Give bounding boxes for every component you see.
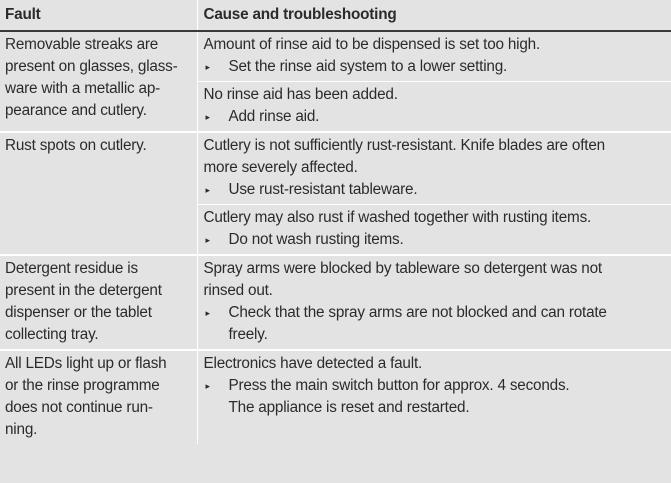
fault-text <box>5 133 193 160</box>
remedy-action <box>204 302 666 324</box>
fault-line: Rust spots on cutlery. <box>5 137 147 154</box>
cause-cell <box>197 255 671 350</box>
bullet-arrow-icon: ▸ <box>205 308 210 318</box>
fault-line: does not continue run- <box>5 399 153 416</box>
cause-line: more severely affected. <box>203 159 358 176</box>
remedy-action <box>204 179 666 201</box>
fault-line: Removable streaks are <box>5 36 159 53</box>
cause-line: rinsed out. <box>203 282 273 299</box>
fault-cell <box>0 350 197 444</box>
cause-cell <box>197 132 671 255</box>
cause-block <box>198 204 671 254</box>
fault-line: All LEDs light up or flash <box>5 355 167 372</box>
table-row <box>0 255 671 350</box>
table-header-row <box>0 0 671 31</box>
remedy-text: freely. <box>228 326 268 343</box>
cause-block <box>198 81 671 131</box>
cause-line: Cutlery may also rust if washed together with rusting items. <box>203 209 592 226</box>
fault-line: ware with a metallic ap- <box>5 80 161 97</box>
fault-cell <box>0 255 197 350</box>
fault-text <box>5 32 193 125</box>
remedy-text: Check that the spray arms are not blocked and can rotate <box>228 304 607 321</box>
cause-line: Amount of rinse aid to be dispensed is set too high. <box>203 36 541 53</box>
cause-block <box>198 32 671 81</box>
fault-line: present in the detergent <box>5 282 162 299</box>
header-cause: Cause and troubleshooting <box>197 0 671 31</box>
header-fault: Fault <box>0 0 197 31</box>
bullet-arrow-icon: ▸ <box>205 185 210 195</box>
cause-block <box>198 351 671 422</box>
remedy-text: The appliance is reset and restarted. <box>228 399 470 416</box>
cause-cell <box>197 31 671 132</box>
bullet-arrow-icon: ▸ <box>205 235 210 245</box>
fault-cell <box>0 31 197 132</box>
remedy-text: Use rust-resistant tableware. <box>228 181 418 198</box>
cause-line: Spray arms were blocked by tableware so detergent was not <box>203 260 602 277</box>
cause-block <box>198 256 671 349</box>
remedy-text: Add rinse aid. <box>228 108 320 125</box>
remedy-text: Set the rinse aid system to a lower setting. <box>228 58 508 75</box>
fault-line: dispenser or the tablet <box>5 304 152 321</box>
fault-text <box>5 256 193 349</box>
fault-cell <box>0 132 197 255</box>
bullet-arrow-icon: ▸ <box>205 112 210 122</box>
table-row <box>0 132 671 255</box>
bullet-arrow-icon: ▸ <box>205 62 210 72</box>
table-body <box>0 31 671 444</box>
cause-line: Electronics have detected a fault. <box>203 355 423 372</box>
table-row <box>0 350 671 444</box>
fault-line: pearance and cutlery. <box>5 102 147 119</box>
fault-line: present on glasses, glass- <box>5 58 178 75</box>
fault-line: Detergent residue is <box>5 260 138 277</box>
remedy-text: Press the main switch button for approx. 4 seconds. <box>228 377 570 394</box>
remedy-action <box>204 56 666 78</box>
fault-text <box>5 351 193 444</box>
table-row <box>0 31 671 132</box>
fault-line: collecting tray. <box>5 326 99 343</box>
cause-cell <box>197 350 671 444</box>
remedy-action <box>204 229 666 251</box>
fault-line: ning. <box>5 421 38 438</box>
cause-line: Cutlery is not sufficiently rust-resistant. Knife blades are often <box>203 137 605 154</box>
remedy-action <box>204 106 666 128</box>
remedy-text: Do not wash rusting items. <box>228 231 404 248</box>
cause-line: No rinse aid has been added. <box>203 86 398 103</box>
cause-block <box>198 133 671 204</box>
fault-line: or the rinse programme <box>5 377 160 394</box>
remedy-action <box>204 375 666 397</box>
bullet-arrow-icon: ▸ <box>205 381 210 391</box>
